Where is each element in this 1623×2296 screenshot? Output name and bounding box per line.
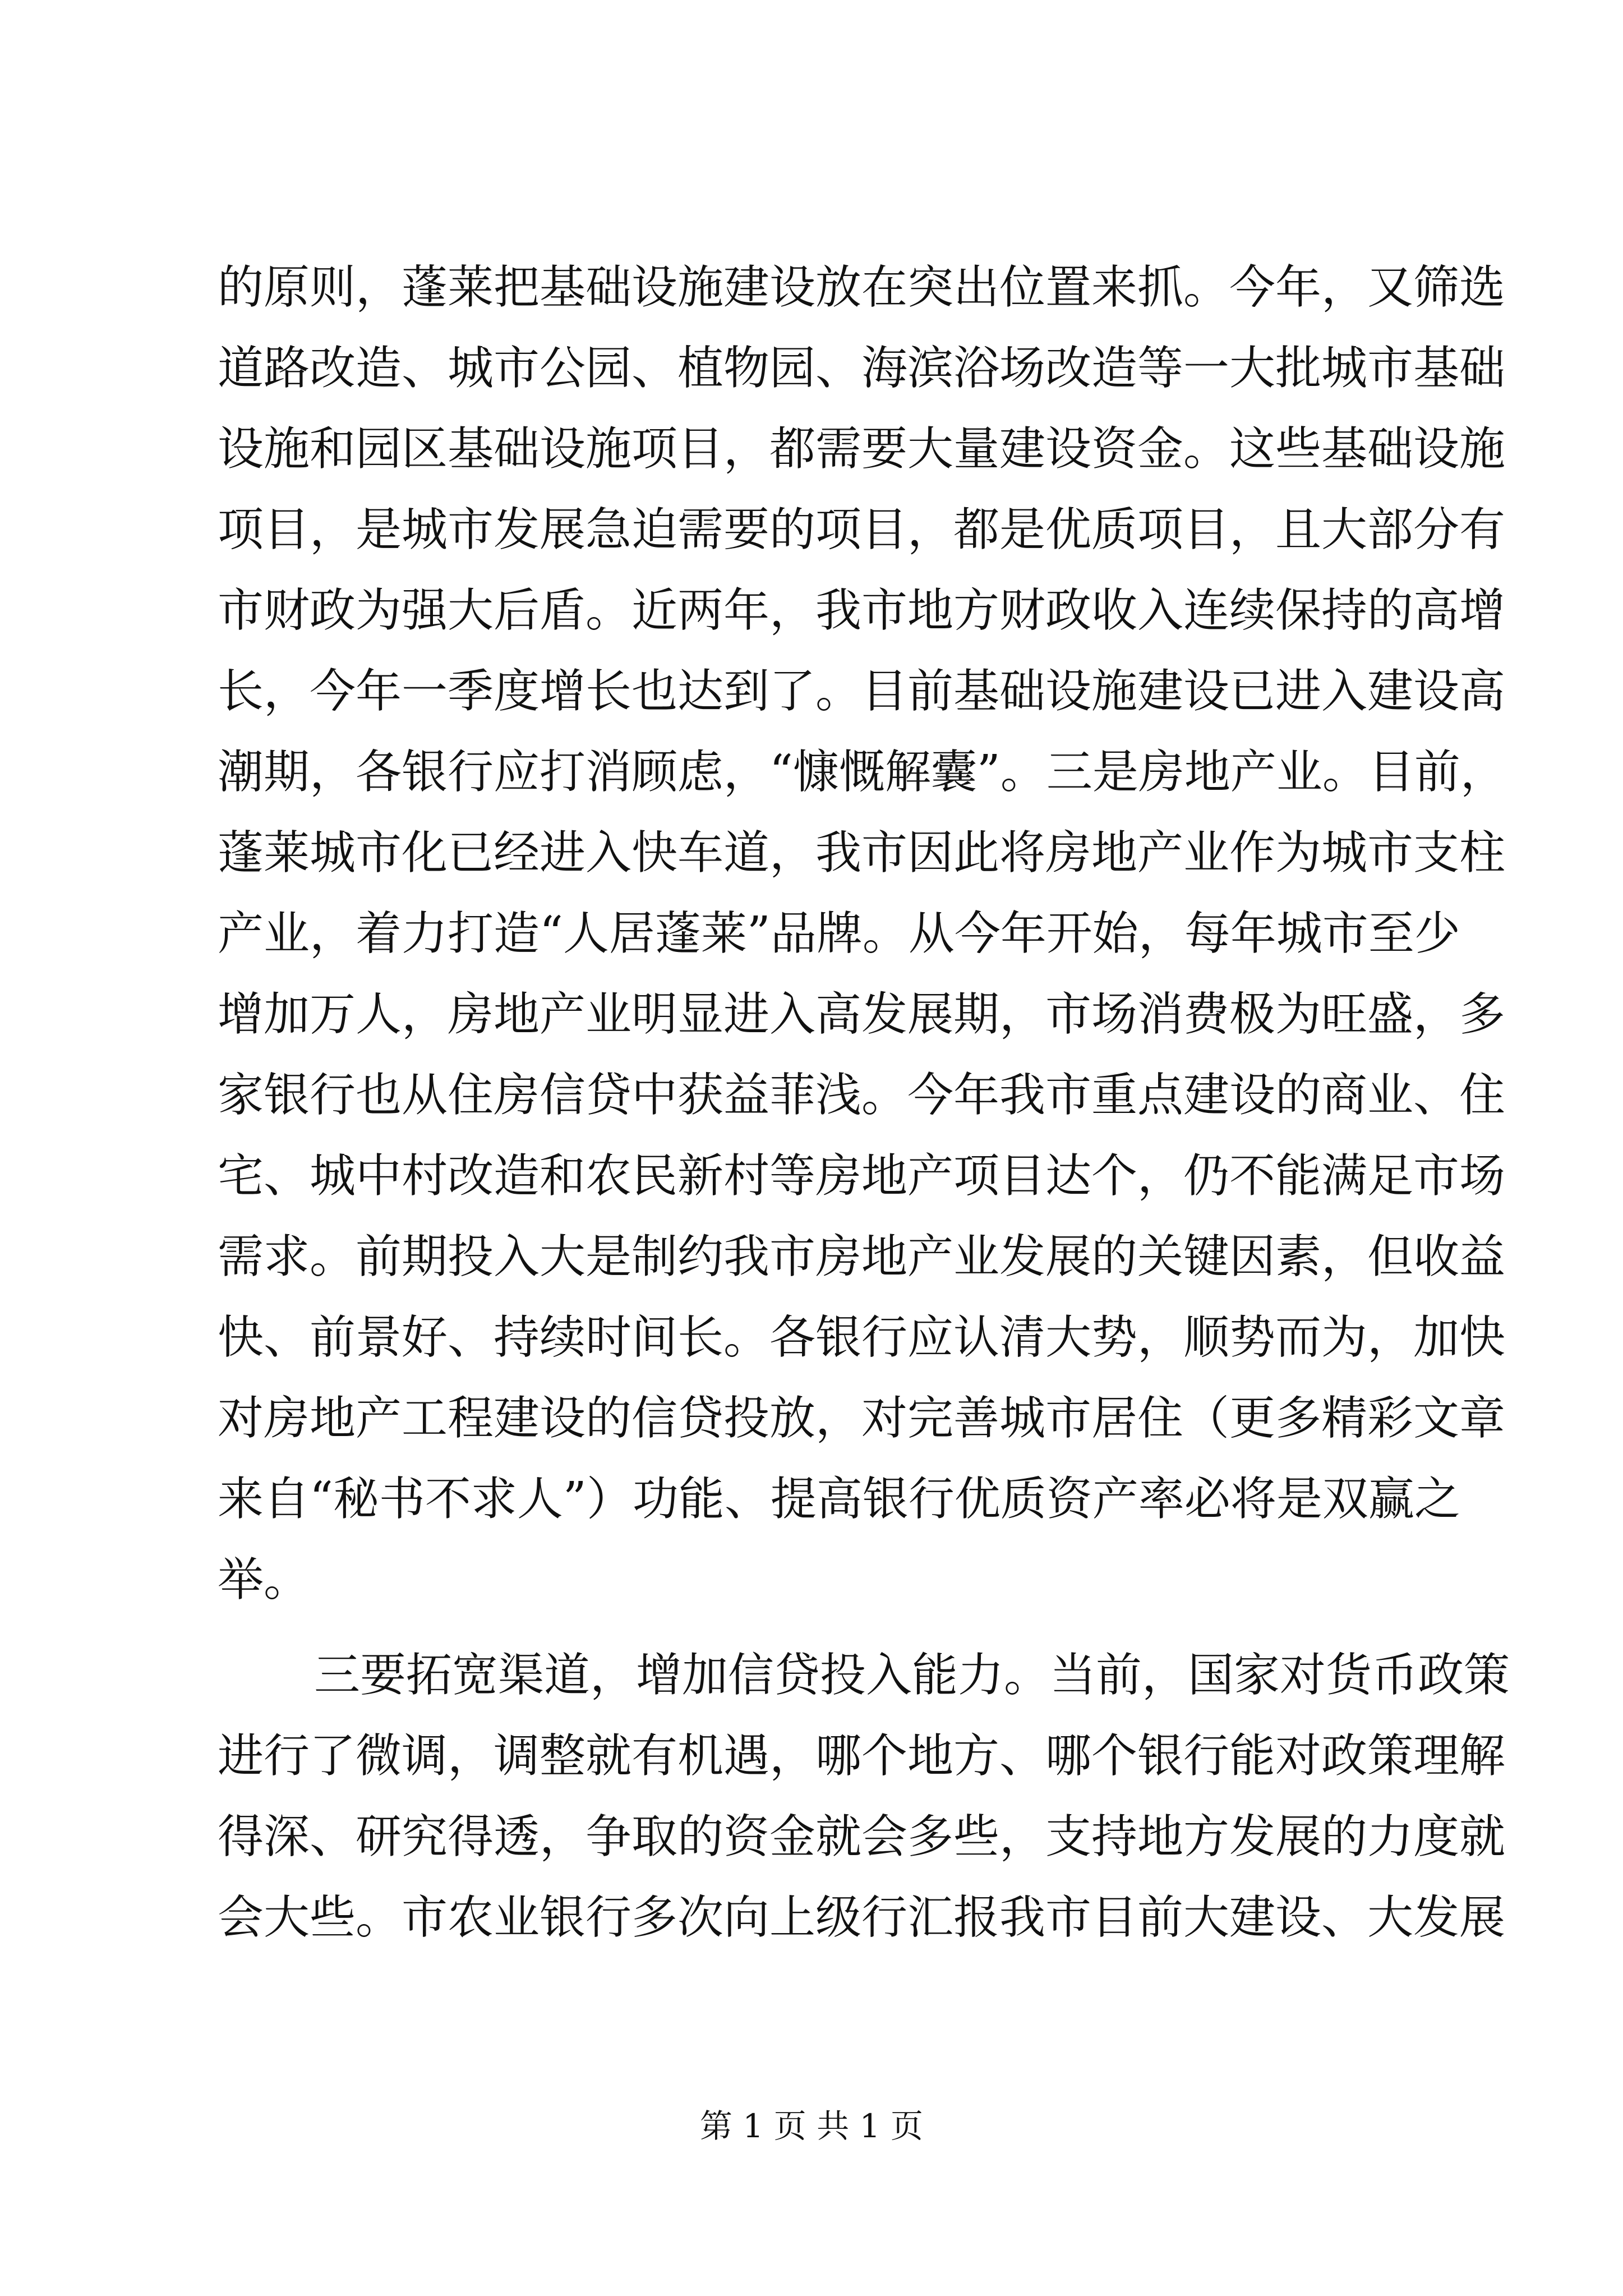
- paragraph-first-line: 三要拓宽渠道，增加信贷投入能力。当前，国家对货币政策: [314, 1649, 1510, 1702]
- text-line: 长，今年一季度增长也达到了。目前基础设施建设已进入建设高: [218, 665, 1506, 718]
- text-line: 对房地产工程建设的信贷投放，对完善城市居住（更多精彩文章: [218, 1392, 1506, 1445]
- text-line: 进行了微调，调整就有机遇，哪个地方、哪个银行能对政策理解: [218, 1729, 1506, 1783]
- text-line: 会大些。市农业银行多次向上级行汇报我市目前大建设、大发展: [218, 1891, 1506, 1944]
- text-line: 需求。前期投入大是制约我市房地产业发展的关键因素，但收益: [218, 1230, 1506, 1283]
- text-line: 潮期，各银行应打消顾虑，“慷慨解囊”。三是房地产业。目前，: [218, 746, 1506, 799]
- text-line: 宅、城中村改造和农民新村等房地产项目达个，仍不能满足市场: [218, 1149, 1506, 1203]
- text-line: 家银行也从住房信贷中获益菲浅。今年我市重点建设的商业、住: [218, 1069, 1506, 1122]
- text-line: 市财政为强大后盾。近两年，我市地方财政收入连续保持的高增: [218, 584, 1506, 637]
- text-line: 项目，是城市发展急迫需要的项目，都是优质项目，且大部分有: [218, 503, 1506, 556]
- text-line: 快、前景好、持续时间长。各银行应认清大势，顺势而为，加快: [218, 1311, 1506, 1364]
- text-line: 增加万人，房地产业明显进入高发展期，市场消费极为旺盛，多: [218, 988, 1506, 1041]
- text-line: 的原则，蓬莱把基础设施建设放在突出位置来抓。今年，又筛选: [218, 261, 1506, 314]
- text-line: 产业，着力打造“人居蓬莱”品牌。从今年开始，每年城市至少: [218, 907, 1460, 960]
- text-line: 来自“秘书不求人”）功能、提高银行优质资产率必将是双赢之: [218, 1473, 1460, 1526]
- text-line: 举。: [218, 1553, 310, 1607]
- text-line: 得深、研究得透，争取的资金就会多些，支持地方发展的力度就: [218, 1810, 1506, 1864]
- text-line: 道路改造、城市公园、植物园、海滨浴场改造等一大批城市基础: [218, 342, 1506, 395]
- text-line: 蓬莱城市化已经进入快车道，我市因此将房地产业作为城市支柱: [218, 826, 1506, 880]
- text-line: 设施和园区基础设施项目，都需要大量建设资金。这些基础设施: [218, 422, 1506, 476]
- page-number-footer: 第 1 页 共 1 页: [700, 2107, 923, 2145]
